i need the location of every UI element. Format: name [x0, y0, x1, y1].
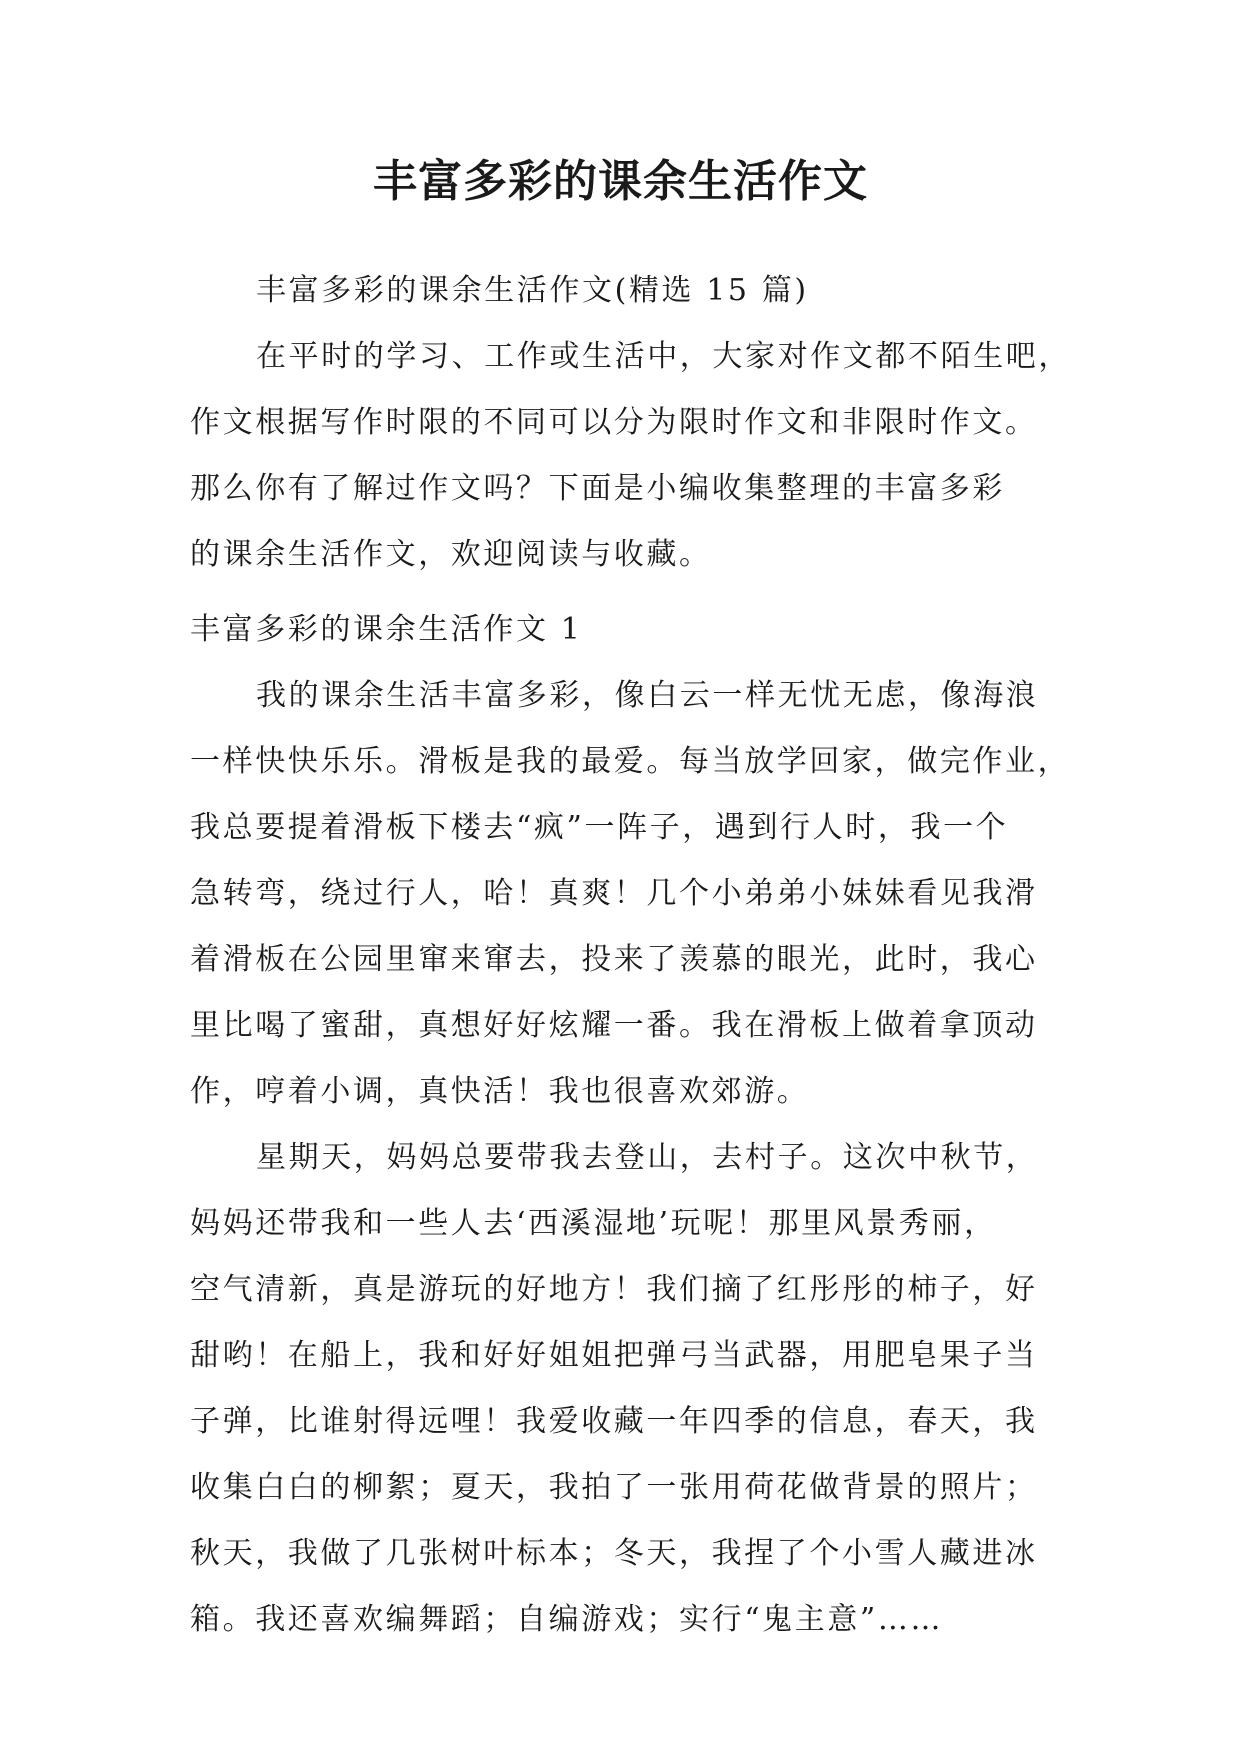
section-1-paragraph-1-line: 作，哼着小调，真快活！我也很喜欢郊游。 [190, 1074, 810, 1109]
section-1-paragraph-2-line: 空气清新，真是游玩的好地方！我们摘了红彤彤的柿子，好 [190, 1272, 1038, 1307]
section-1-paragraph-2-line: 箱。我还喜欢编舞蹈；自编游戏；实行“鬼主意”…… [190, 1602, 944, 1637]
section-1-paragraph-2-line: 收集白白的柳絮；夏天，我拍了一张用荷花做背景的照片； [190, 1470, 1038, 1505]
section-1-paragraph-2-line: 妈妈还带我和一些人去‘西溪湿地’玩呢！那里风景秀丽， [190, 1206, 997, 1241]
intro-paragraph-line: 在平时的学习、工作或生活中，大家对作文都不陌生吧， [256, 339, 1071, 374]
section-1-paragraph-2-line: 星期天，妈妈总要带我去登山，去村子。这次中秋节， [256, 1140, 1039, 1175]
intro-block [190, 258, 1071, 588]
section-1-paragraph-1-line: 我的课余生活丰富多彩，像白云一样无忧无虑，像海浪 [256, 678, 1039, 713]
section-1-block [190, 597, 1071, 1653]
section-1-paragraph-1-line: 里比喝了蜜甜，真想好好炫耀一番。我在滑板上做着拿顶动 [190, 1008, 1038, 1043]
intro-paragraph-line: 那么你有了解过作文吗？下面是小编收集整理的丰富多彩 [190, 471, 1005, 506]
section-1-paragraph-2-line: 秋天，我做了几张树叶标本；冬天，我捏了个小雪人藏进冰 [190, 1536, 1038, 1571]
section-1-paragraph-1-line: 我总要提着滑板下楼去“疯”一阵子，遇到行人时，我一个 [190, 810, 1009, 845]
section-1-paragraph-2-line: 子弹，比谁射得远哩！我爱收藏一年四季的信息，春天，我 [190, 1404, 1038, 1439]
section-1-paragraph-1-line: 急转弯，绕过行人，哈！真爽！几个小弟弟小妹妹看见我滑 [190, 876, 1038, 911]
intro-subtitle: 丰富多彩的课余生活作文(精选 15 篇) [256, 273, 809, 308]
section-1-heading: 丰富多彩的课余生活作文 1 [190, 612, 583, 647]
intro-paragraph-line: 作文根据写作时限的不同可以分为限时作文和非限时作文。 [190, 405, 1038, 440]
section-1-paragraph-1-line: 一样快快乐乐。滑板是我的最爱。每当放学回家，做完作业， [190, 744, 1071, 779]
intro-paragraph-line: 的课余生活作文，欢迎阅读与收藏。 [190, 537, 712, 572]
document-title: 丰富多彩的课余生活作文 [373, 156, 868, 207]
section-1-paragraph-1-line: 着滑板在公园里窜来窜去，投来了羡慕的眼光，此时，我心 [190, 942, 1038, 977]
section-1-paragraph-2-line: 甜哟！在船上，我和好好姐姐把弹弓当武器，用肥皂果子当 [190, 1338, 1038, 1373]
